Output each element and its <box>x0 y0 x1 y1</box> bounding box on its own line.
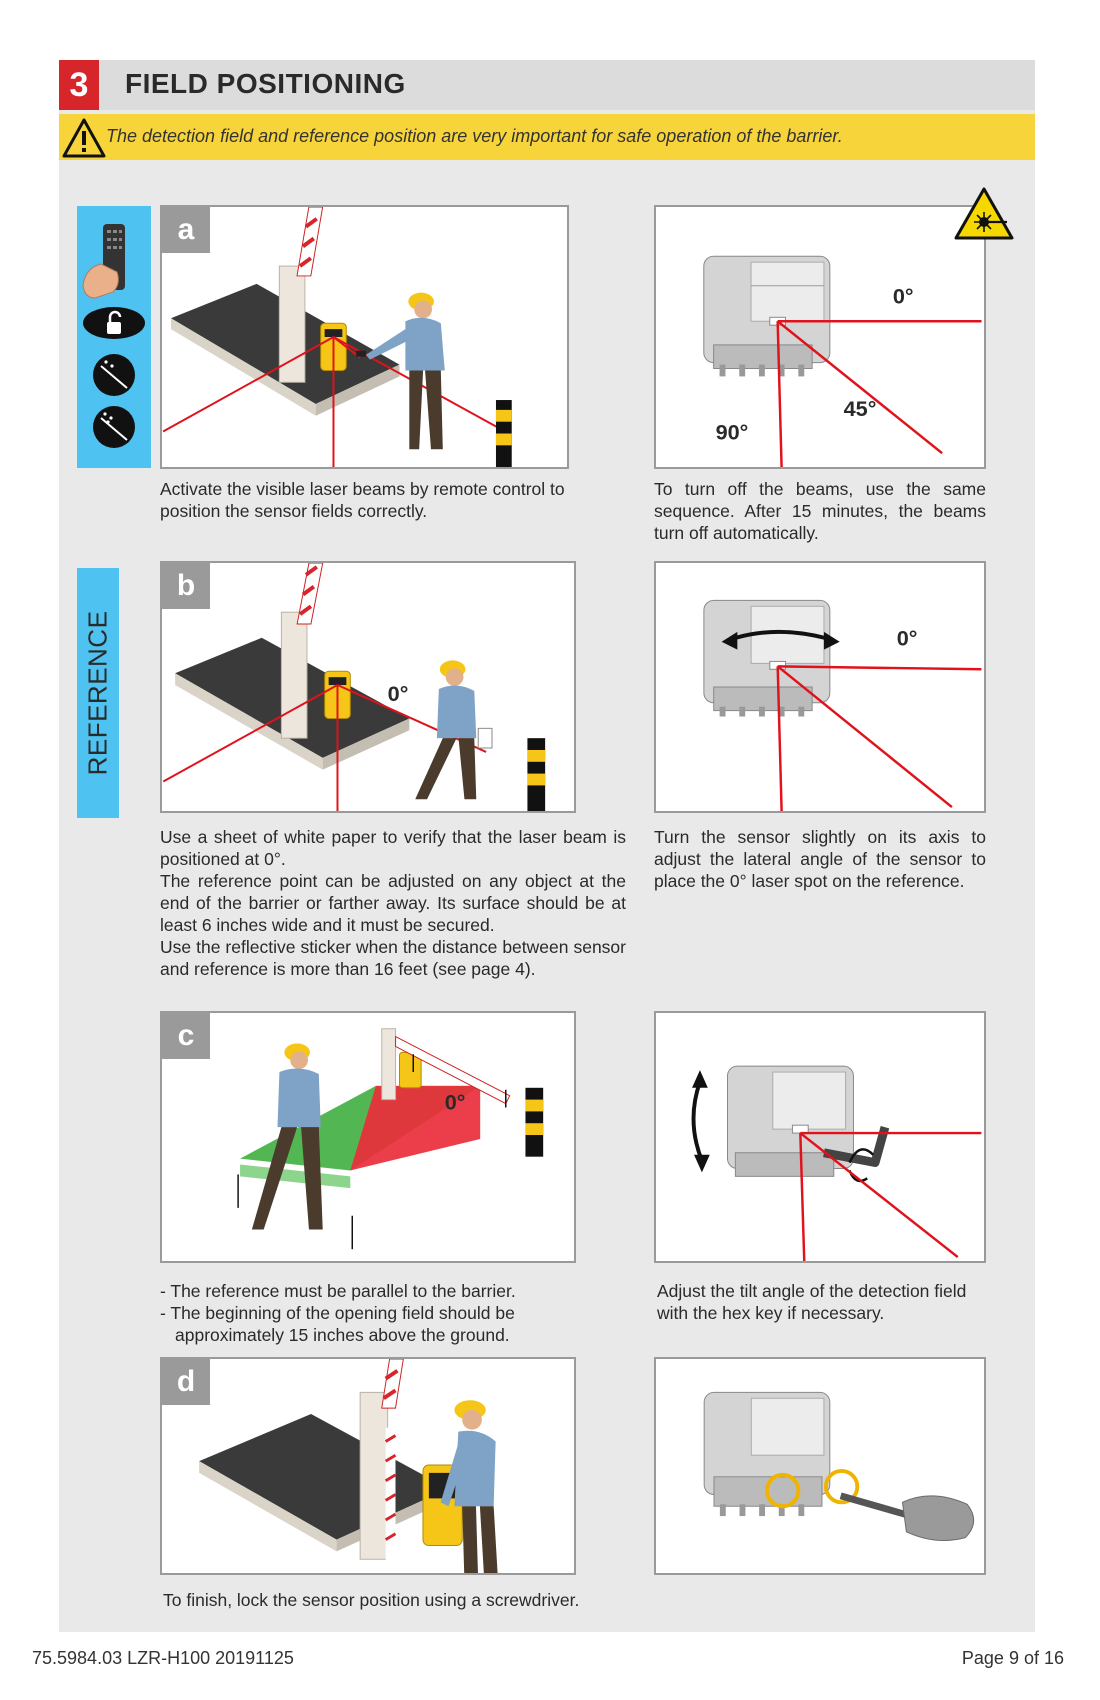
reference-paper-scene-illustration <box>162 563 574 811</box>
bollard <box>496 400 512 467</box>
lock-sensor-scene-illustration <box>162 1359 574 1573</box>
detection-field-scene-illustration <box>162 1013 574 1261</box>
angle-label-90: 90° <box>715 419 749 445</box>
caption-b-line-1: Use a sheet of white paper to verify that the laser beam is positioned at 0°. <box>160 827 626 869</box>
warning-triangle-icon <box>62 118 106 158</box>
sensor-tilt-illustration <box>656 1013 984 1261</box>
sensor-head <box>704 256 830 376</box>
panel-b-sensor-rotation <box>654 561 986 813</box>
caption-c-line-2: - The beginning of the opening field should be <box>160 1303 515 1323</box>
step-letter-d: d <box>162 1359 210 1405</box>
tilt-arrow-icon <box>692 1070 710 1172</box>
laser-warning-icon <box>953 186 1015 242</box>
panel-a-scene <box>160 205 569 469</box>
angle-label-0: 0° <box>892 283 914 309</box>
remote-sequence-sidebar <box>77 206 151 468</box>
caption-c-line-1: - The reference must be parallel to the barrier. <box>160 1281 516 1301</box>
caption-c-left <box>160 1280 600 1346</box>
panel-c-sensor-tilt <box>654 1011 986 1263</box>
caption-c-right-text: Adjust the tilt angle of the detection field with the hex key if necessary. <box>657 1281 967 1323</box>
page-number: Page 9 of 16 <box>961 1648 1064 1668</box>
caption-a-right-text: To turn off the beams, use the same sequence. After 15 minutes, the beams turn off automatically. <box>654 479 986 543</box>
warning-text: The detection field and reference position are very important for safe operation of the barrier. <box>106 126 843 146</box>
step-letter-c: c <box>162 1013 210 1059</box>
panel-d-sensor-screws <box>654 1357 986 1575</box>
caption-b-right-text: Turn the sensor slightly on its axis to adjust the lateral angle of the sensor to place the 0° laser spot on the reference. <box>654 827 986 891</box>
reference-label: REFERENCE <box>82 610 113 776</box>
panel-a-sensor-angles <box>654 205 986 469</box>
worker-figure <box>415 660 492 799</box>
angle-label-b-0: 0° <box>387 680 409 706</box>
sensor-beam-angles-illustration <box>656 207 984 467</box>
caption-a-right <box>654 478 986 544</box>
angle-label-45: 45° <box>843 395 877 421</box>
sensor-rotate-illustration <box>656 563 984 811</box>
section-title: FIELD POSITIONING <box>125 68 406 99</box>
worker-figure <box>252 1044 323 1230</box>
remote-control-icon <box>77 206 151 468</box>
caption-a-left <box>160 478 572 522</box>
step-letter-a: a <box>162 207 210 253</box>
document-id: 75.5984.03 LZR-H100 20191125 <box>32 1648 294 1668</box>
caption-d <box>163 1589 643 1611</box>
caption-b-left <box>160 826 626 980</box>
reference-sidebar <box>77 568 119 818</box>
step-letter-b: b <box>162 563 210 609</box>
panel-d-scene <box>160 1357 576 1575</box>
worker-figure <box>441 1400 498 1573</box>
caption-c-right <box>657 1280 987 1324</box>
screwdriver-icon <box>840 1493 974 1541</box>
panel-c-scene <box>160 1011 576 1263</box>
caption-c-line-3: approximately 15 inches above the ground. <box>175 1325 510 1345</box>
section-number: 3 <box>59 60 99 110</box>
caption-b-right <box>654 826 986 892</box>
barrier-scene-illustration <box>162 207 567 467</box>
angle-label-b-right-0: 0° <box>896 625 918 651</box>
barrier-arm <box>297 207 323 276</box>
angle-label-c-0: 0° <box>444 1089 466 1115</box>
panel-b-scene <box>160 561 576 813</box>
caption-d-text: To finish, lock the sensor position using a screwdriver. <box>163 1590 580 1610</box>
caption-b-line-2: The reference point can be adjusted on any object at the end of the barrier or farther away. Its surface should be at least 6 inches wide and it must be secured. <box>160 871 626 935</box>
screwdriver-lock-illustration <box>656 1359 984 1573</box>
caption-a-left-text: Activate the visible laser beams by remote control to position the sensor fields correctly. <box>160 479 565 521</box>
caption-b-line-3: Use the reflective sticker when the distance between sensor and reference is more than 16 feet (see page 4). <box>160 937 626 979</box>
